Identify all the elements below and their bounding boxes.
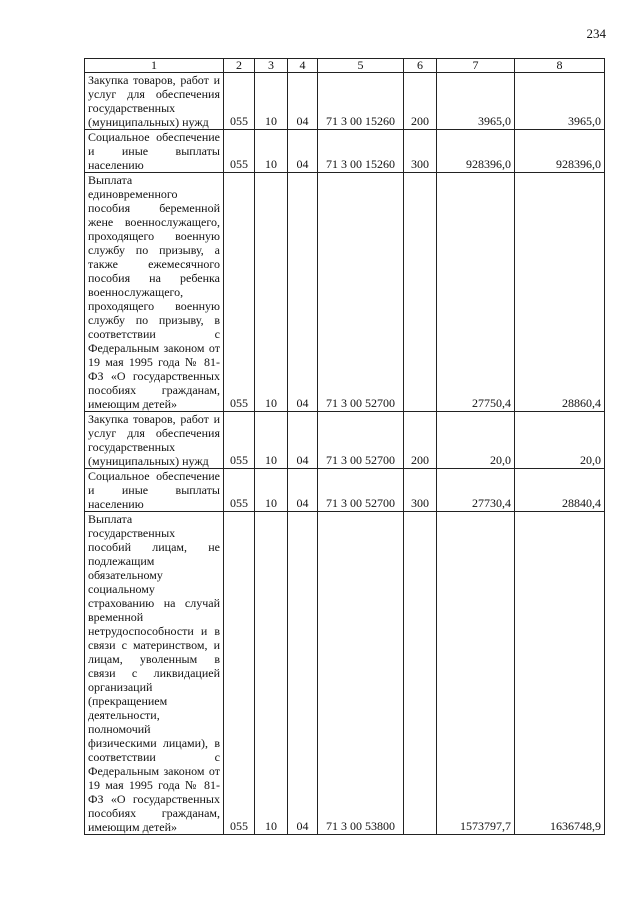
column-header: 5: [318, 59, 404, 73]
amount-column-8: 928396,0: [515, 130, 605, 173]
expense-type-code: 300: [404, 469, 437, 512]
amount-column-8: 28860,4: [515, 173, 605, 412]
table-row: [85, 73, 605, 130]
target-article-code: 71 3 00 52700: [318, 469, 404, 512]
table-row: [85, 173, 605, 412]
section-code: 10: [255, 130, 288, 173]
ministry-code: 055: [224, 130, 255, 173]
expense-type-code: 200: [404, 412, 437, 469]
ministry-code: 055: [224, 73, 255, 130]
table-row: [85, 412, 605, 469]
section-code: 10: [255, 73, 288, 130]
expense-type-code: [404, 512, 437, 835]
amount-column-8: 3965,0: [515, 73, 605, 130]
row-description: Закупка товаров, работ и услуг для обеспечения государственных (муниципальных) нужд: [85, 412, 224, 469]
section-code: 10: [255, 469, 288, 512]
amount-column-7: 27750,4: [437, 173, 515, 412]
amount-column-8: 28840,4: [515, 469, 605, 512]
amount-column-8: 1636748,9: [515, 512, 605, 835]
ministry-code: 055: [224, 412, 255, 469]
amount-column-7: 20,0: [437, 412, 515, 469]
target-article-code: 71 3 00 52700: [318, 173, 404, 412]
expense-type-code: [404, 173, 437, 412]
amount-column-7: 928396,0: [437, 130, 515, 173]
subsection-code: 04: [288, 412, 318, 469]
table-row: [85, 512, 605, 835]
budget-table: [84, 58, 605, 835]
amount-column-7: 27730,4: [437, 469, 515, 512]
row-description: Социальное обеспечение и иные выплаты населению: [85, 130, 224, 173]
page-number: 234: [586, 26, 606, 41]
subsection-code: 04: [288, 173, 318, 412]
column-header: 7: [437, 59, 515, 73]
amount-column-7: 1573797,7: [437, 512, 515, 835]
column-header: 4: [288, 59, 318, 73]
section-code: 10: [255, 512, 288, 835]
ministry-code: 055: [224, 173, 255, 412]
section-code: 10: [255, 173, 288, 412]
column-header: 6: [404, 59, 437, 73]
subsection-code: 04: [288, 512, 318, 835]
target-article-code: 71 3 00 52700: [318, 412, 404, 469]
row-description: Выплата государственных пособий лицам, не подлежащим обязательному социальному страхованию на случай временной нетрудоспособности и в связи с материнством, и лицам, уволенным в связи с ликвидацией организаций (прекращением деятельности, полномочий физическими лицами), в соответствии с Федеральным законом от 19 мая 1995 года № 81-ФЗ «О государственных пособиях гражданам, имеющим детей»: [85, 512, 224, 835]
subsection-code: 04: [288, 73, 318, 130]
expense-type-code: 200: [404, 73, 437, 130]
target-article-code: 71 3 00 15260: [318, 73, 404, 130]
row-description: Закупка товаров, работ и услуг для обеспечения государственных (муниципальных) нужд: [85, 73, 224, 130]
target-article-code: 71 3 00 15260: [318, 130, 404, 173]
target-article-code: 71 3 00 53800: [318, 512, 404, 835]
table-header-row: [85, 59, 605, 73]
row-description: Выплата единовременного пособия беременной жене военнослужащего, проходящего военную службу по призыву, а также ежемесячного пособия на ребенка военнослужащего, проходящего военную службу по призыву, в соответствии с Федеральным законом от 19 мая 1995 года № 81-ФЗ «О государственных пособиях гражданам, имеющим детей»: [85, 173, 224, 412]
amount-column-7: 3965,0: [437, 73, 515, 130]
column-header: 1: [85, 59, 224, 73]
column-header: 8: [515, 59, 605, 73]
subsection-code: 04: [288, 130, 318, 173]
subsection-code: 04: [288, 469, 318, 512]
section-code: 10: [255, 412, 288, 469]
ministry-code: 055: [224, 469, 255, 512]
row-description: Социальное обеспечение и иные выплаты населению: [85, 469, 224, 512]
expense-type-code: 300: [404, 130, 437, 173]
table-row: [85, 130, 605, 173]
amount-column-8: 20,0: [515, 412, 605, 469]
table-row: [85, 469, 605, 512]
column-header: 3: [255, 59, 288, 73]
column-header: 2: [224, 59, 255, 73]
ministry-code: 055: [224, 512, 255, 835]
